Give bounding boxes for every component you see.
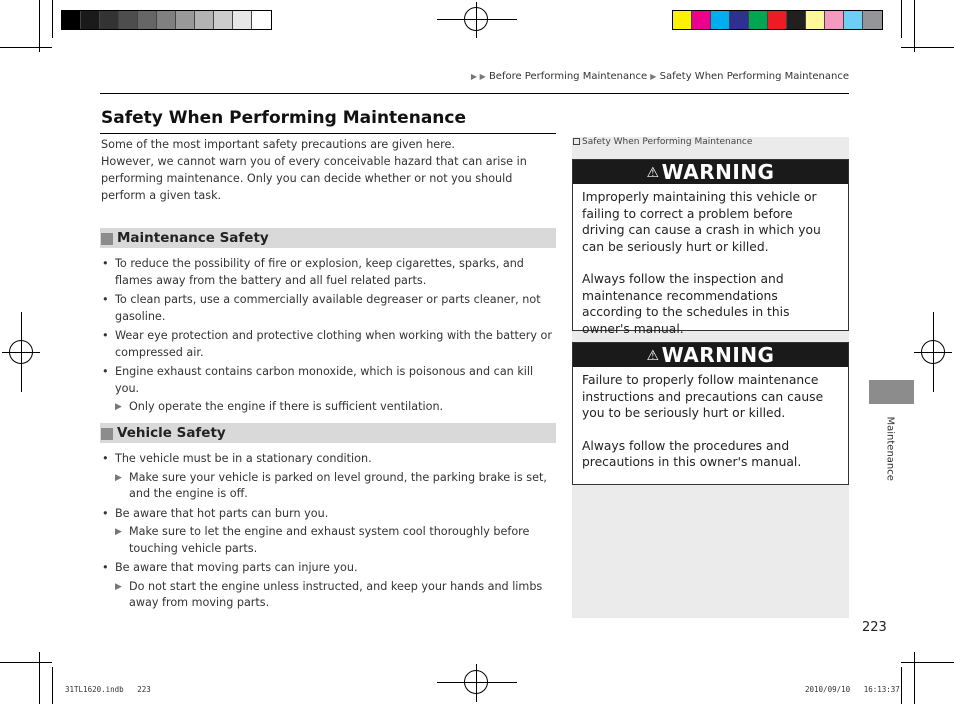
section-heading-maintenance-safety [100, 228, 556, 248]
grayscale-swatch [138, 11, 157, 29]
list-sub-item-text: Only operate the engine if there is sufficient ventilation. [129, 400, 444, 413]
section-heading-label: Vehicle Safety [117, 425, 226, 441]
warning-triangle-icon: ⚠ [646, 348, 660, 364]
crop-mark [901, 47, 954, 48]
grayscale-swatch [119, 11, 138, 29]
warning-title: WARNING [661, 160, 775, 184]
warning-paragraph: Always follow the inspection and maintenance recommendations according to the schedules in this owner's manual. [582, 272, 790, 336]
crop-mark [901, 662, 954, 663]
section-heading-vehicle-safety [100, 423, 556, 443]
page-title: Safety When Performing Maintenance [101, 108, 466, 128]
breadcrumb-arrows: ▶ ▶ [470, 72, 486, 81]
color-swatch [749, 11, 768, 29]
print-slug-file: 31TL1620.indb 223 [65, 685, 151, 694]
sidebar-reference-text: Safety When Performing Maintenance [582, 137, 753, 147]
section-marker-icon [101, 233, 113, 245]
crop-mark [901, 667, 902, 704]
list-item: • Wear eye protection and protective clothing when working with the battery or compressed air. [101, 328, 557, 361]
list-item [101, 451, 557, 503]
crop-mark [52, 667, 53, 704]
vehicle-safety-list [101, 451, 557, 615]
title-rule [100, 133, 556, 134]
color-swatch [692, 11, 711, 29]
section-marker-icon [101, 428, 113, 440]
grayscale-swatch [233, 11, 252, 29]
list-sub-item-text: Make sure your vehicle is parked on level ground, the parking brake is set, and the engine is off. [129, 470, 547, 500]
grayscale-swatch [176, 11, 195, 29]
warning-body [573, 184, 848, 345]
warning-box [572, 342, 849, 485]
color-swatch [825, 11, 844, 29]
crop-mark [39, 652, 40, 704]
color-swatch [806, 11, 825, 29]
intro-paragraph: However, we cannot warn you of every conceivable hazard that can arise in performing maintenance. Only you can decide whether or not you should perform a given task. [101, 155, 527, 202]
grayscale-swatch [214, 11, 233, 29]
crop-mark [914, 652, 915, 704]
grayscale-swatch [81, 11, 100, 29]
warning-paragraph: Improperly maintaining this vehicle or failing to correct a problem before driving can cause a crash in which you can be seriously hurt or killed. [582, 190, 821, 254]
breadcrumb-item-current: Safety When Performing Maintenance [659, 71, 849, 82]
header-rule [100, 93, 849, 94]
crop-mark [0, 47, 52, 48]
grayscale-swatch [62, 11, 81, 29]
color-swatch [673, 11, 692, 29]
crop-mark [914, 0, 915, 52]
grayscale-swatch [252, 11, 271, 29]
list-item-text: The vehicle must be in a stationary condition. [115, 452, 372, 465]
list-item-text: Be aware that hot parts can burn you. [115, 506, 329, 520]
intro-text [101, 136, 557, 204]
grayscale-swatch [157, 11, 176, 29]
list-sub-item [115, 524, 557, 557]
page-number: 223 [862, 620, 887, 635]
crop-mark [52, 0, 53, 38]
intro-paragraph: Some of the most important safety precautions are given here. [101, 138, 455, 151]
warning-body [573, 367, 848, 479]
color-swatch [787, 11, 806, 29]
list-item [101, 560, 557, 612]
list-item [101, 364, 557, 416]
color-swatch [844, 11, 863, 29]
warning-title: WARNING [661, 343, 775, 367]
list-sub-item [115, 579, 557, 612]
breadcrumb-item[interactable]: Before Performing Maintenance [488, 71, 648, 82]
warning-paragraph: Always follow the procedures and precautions in this owner's manual. [582, 438, 802, 469]
triangle-bullet-icon: ▶ [115, 472, 122, 483]
triangle-bullet-icon: ▶ [115, 402, 122, 412]
list-sub-item [115, 399, 557, 416]
grayscale-swatch [100, 11, 119, 29]
list-item: • To clean parts, use a commercially available degreaser or parts cleaner, not gasoline. [101, 292, 557, 325]
list-sub-item-text: Make sure to let the engine and exhaust system cool thoroughly before touching vehicle parts. [129, 525, 530, 555]
list-sub-item [115, 470, 557, 503]
crop-mark [0, 662, 52, 663]
list-item-text: Be aware that moving parts can injure you. [115, 561, 358, 574]
warning-header [573, 343, 848, 367]
color-swatch [730, 11, 749, 29]
print-slug-date: 2010/09/10 16:13:37 [805, 685, 900, 694]
crop-mark [901, 0, 902, 38]
warning-paragraph: Failure to properly follow maintenance instructions and precautions can cause you to be seriously hurt or killed. [582, 373, 824, 420]
warning-triangle-icon: ⚠ [646, 165, 660, 181]
grayscale-calibration-bar [61, 10, 272, 30]
list-item [101, 506, 557, 558]
warning-box [572, 159, 849, 336]
color-swatch [711, 11, 730, 29]
breadcrumb [446, 71, 849, 82]
color-calibration-bar [672, 10, 883, 30]
chapter-tab [869, 380, 914, 404]
reference-box-icon [573, 138, 580, 145]
maintenance-safety-list [101, 256, 557, 419]
color-swatch [863, 11, 882, 29]
chapter-tab-label: Maintenance [884, 416, 896, 481]
list-item: • To reduce the possibility of fire or explosion, keep cigarettes, sparks, and flames away from the battery and all fuel related parts. [101, 256, 557, 289]
triangle-bullet-icon: ▶ [115, 527, 122, 537]
list-sub-item-text: Do not start the engine unless instructed, and keep your hands and limbs away from moving parts. [129, 579, 543, 609]
triangle-bullet-icon: ▶ [115, 581, 122, 592]
list-item-text: Engine exhaust contains carbon monoxide, which is poisonous and can kill you. [115, 365, 534, 395]
sidebar-reference-label [572, 137, 849, 149]
warning-header [573, 160, 848, 184]
breadcrumb-separator: ▶ [650, 72, 657, 81]
grayscale-swatch [195, 11, 214, 29]
crop-mark [39, 0, 40, 52]
color-swatch [768, 11, 787, 29]
section-heading-label: Maintenance Safety [117, 230, 269, 246]
